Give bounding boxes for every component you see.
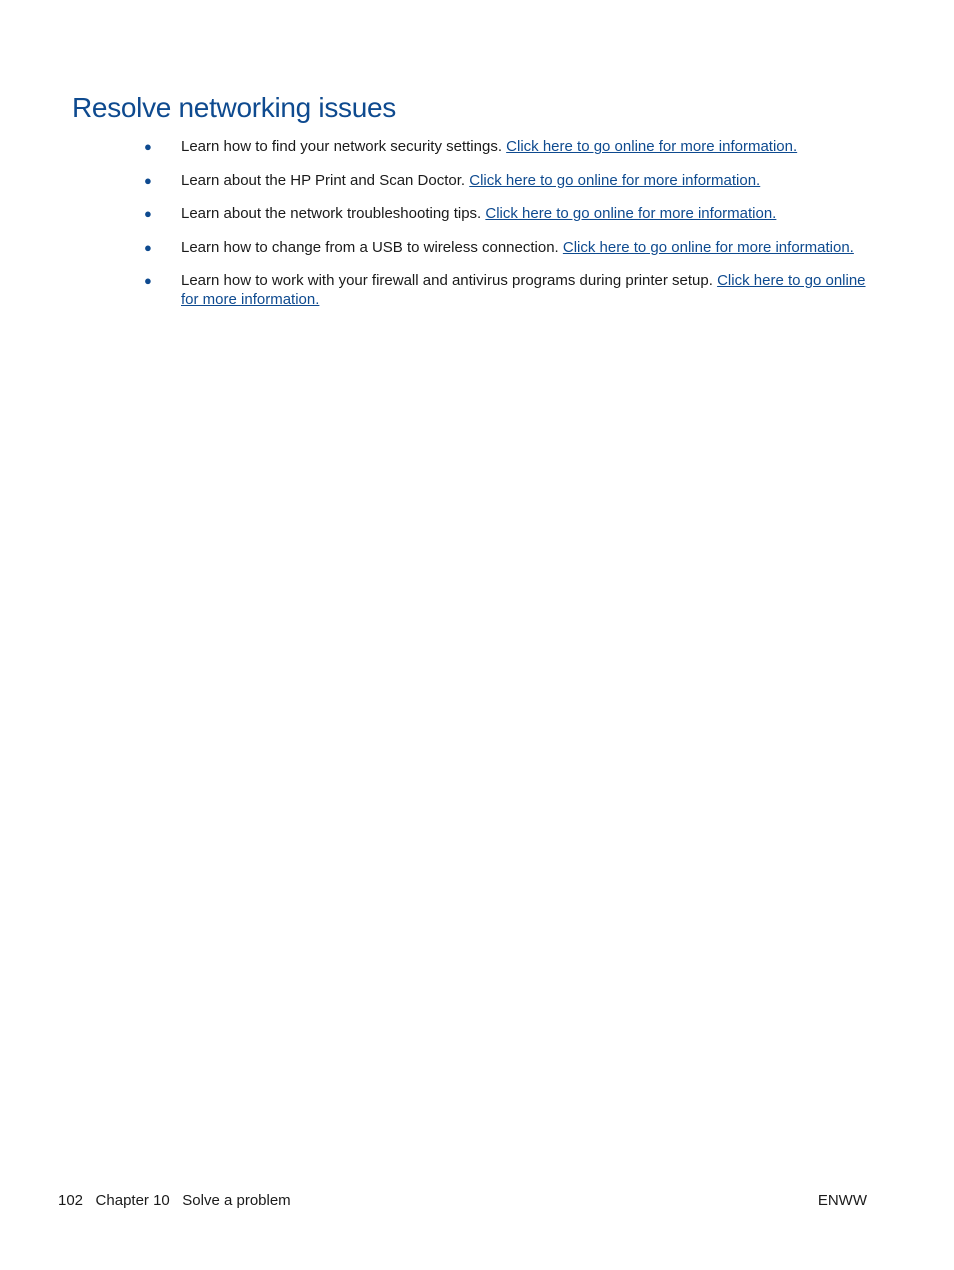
list-item (144, 204, 874, 223)
bullet-icon: ● (144, 139, 152, 154)
item-text: Learn how to find your network security settings. (181, 138, 507, 155)
bullet-icon: ● (144, 239, 152, 255)
footer-locale: ENWW (817, 1192, 867, 1209)
item-text: Learn about the HP Print and Scan Doctor. (181, 171, 470, 189)
bullet-icon: ● (144, 273, 152, 288)
more-info-link[interactable]: Click here to go online for more information. (181, 272, 866, 308)
more-info-link[interactable]: Click here to go online for more information. (469, 171, 761, 189)
more-info-link[interactable]: Click here to go online for more information. (506, 138, 798, 155)
bullet-list (144, 137, 874, 324)
chapter-label: Chapter 10 (95, 1192, 170, 1209)
item-text: Learn how to change from a USB to wireless connection. (181, 238, 563, 256)
list-item (144, 171, 874, 190)
more-info-link[interactable]: Click here to go online for more information. (485, 205, 777, 222)
list-item (144, 238, 874, 257)
more-info-link[interactable]: Click here to go online for more information. (562, 238, 854, 256)
item-text: Learn about the network troubleshooting tips. (181, 205, 486, 222)
bullet-icon: ● (144, 206, 152, 221)
page-title: Resolve networking issues (72, 92, 396, 123)
chapter-title: Solve a problem (182, 1192, 291, 1209)
list-item (144, 137, 874, 156)
page-number: 102 (58, 1192, 84, 1209)
item-text: Learn how to work with your firewall and antivirus programs during printer setup. (181, 272, 718, 289)
list-item (144, 271, 874, 309)
page-footer (58, 1191, 291, 1210)
bullet-icon: ● (144, 172, 152, 188)
